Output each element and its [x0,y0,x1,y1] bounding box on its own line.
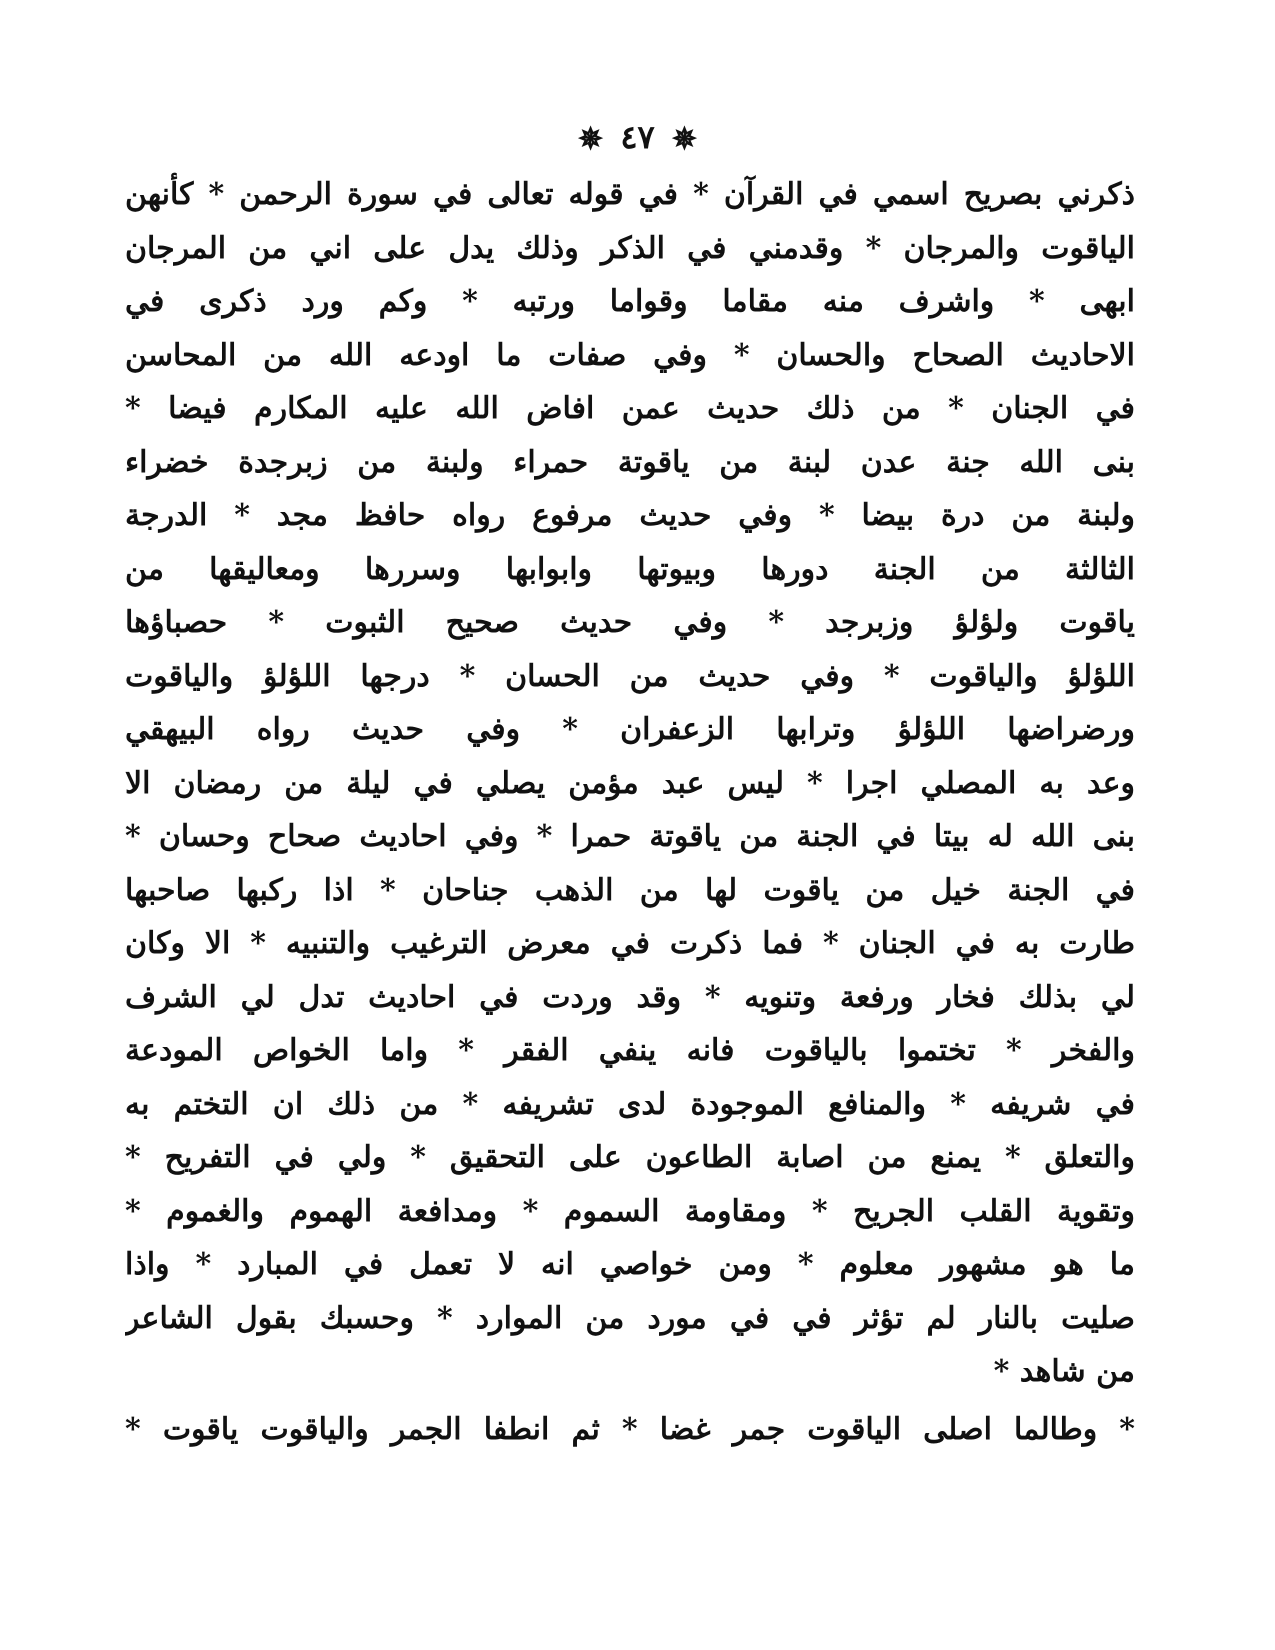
text-line: والفخر * تختموا بالياقوت فانه ينفي الفقر * واما الخواص المودعة [125,1033,1135,1068]
text-line: الياقوت والمرجان * وقدمني في الذكر وذلك يدل على اني من المرجان [125,230,1135,266]
right-ornament-icon: ✵ [578,122,604,157]
text-line: صليت بالنار لم تؤثر في في مورد من الموارد * وحسبك بقول الشاعر [125,1300,1135,1336]
text-line: وعد به المصلي اجرا * ليس عبد مؤمن يصلي في ليلة من رمضان الا [125,765,1135,801]
text-line: والتعلق * يمنع من اصابة الطاعون على التحقيق * ولي في التفريح * [125,1140,1135,1175]
text-line: ابهى * واشرف منه مقاما وقواما ورتبه * وكم ورد ذكرى في [125,284,1135,319]
text-line: لي بذلك فخار ورفعة وتنويه * وقد وردت في احاديث تدل لي الشرف [125,979,1135,1015]
text-line: طارت به في الجنان * فما ذكرت في معرض الترغيب والتنبيه * الا وكان [125,926,1135,961]
text-line: من شاهد * [993,1354,1135,1389]
text-line: بنى الله جنة عدن لبنة من ياقوتة حمراء ولبنة من زبرجدة خضراء [125,444,1135,480]
page-header [0,118,1275,157]
poetry-verse: * وطالما اصلى الياقوت جمر غضا * ثم انطفا الجمر والياقوت ياقوت * [125,1411,1135,1447]
text-line: ولبنة من درة بيضا * وفي حديث مرفوع رواه حافظ مجد * الدرجة [125,498,1135,533]
text-line: في الجنة خيل من ياقوت لها من الذهب جناحان * اذا ركبها صاحبها [125,872,1135,908]
text-line: في شريفه * والمنافع الموجودة لدى تشريفه * من ذلك ان التختم به [125,1086,1135,1122]
text-line: ورضراضها اللؤلؤ وترابها الزعفران * وفي حديث رواه البيهقي [125,712,1135,747]
text-line: بنى الله له بيتا في الجنة من ياقوتة حمرا * وفي احاديث صحاح وحسان * [125,819,1135,854]
page-number: ٤٧ [620,118,655,156]
page-body [125,168,1135,1456]
text-line: الثالثة من الجنة دورها وبيوتها وابوابها وسررها ومعاليقها من [125,551,1135,587]
text-line: ذكرني بصريح اسمي في القرآن * في قوله تعالى في سورة الرحمن * كأنهن [125,177,1135,212]
text-line: وتقوية القلب الجريح * ومقاومة السموم * ومدافعة الهموم والغموم * [125,1193,1135,1229]
text-line: اللؤلؤ والياقوت * وفي حديث من الحسان * درجها اللؤلؤ والياقوت [125,658,1135,694]
text-line: الاحاديث الصحاح والحسان * وفي صفات ما اودعه الله من المحاسن [125,337,1135,373]
text-line: ياقوت ولؤلؤ وزبرجد * وفي حديث صحيح الثبوت * حصباؤها [125,605,1135,640]
left-ornament-icon: ✵ [671,122,697,157]
text-line: ما هو مشهور معلوم * ومن خواصي انه لا تعمل في المبارد * واذا [125,1247,1135,1282]
text-line: في الجنان * من ذلك حديث عمن افاض الله عليه المكارم فيضا * [125,391,1135,426]
